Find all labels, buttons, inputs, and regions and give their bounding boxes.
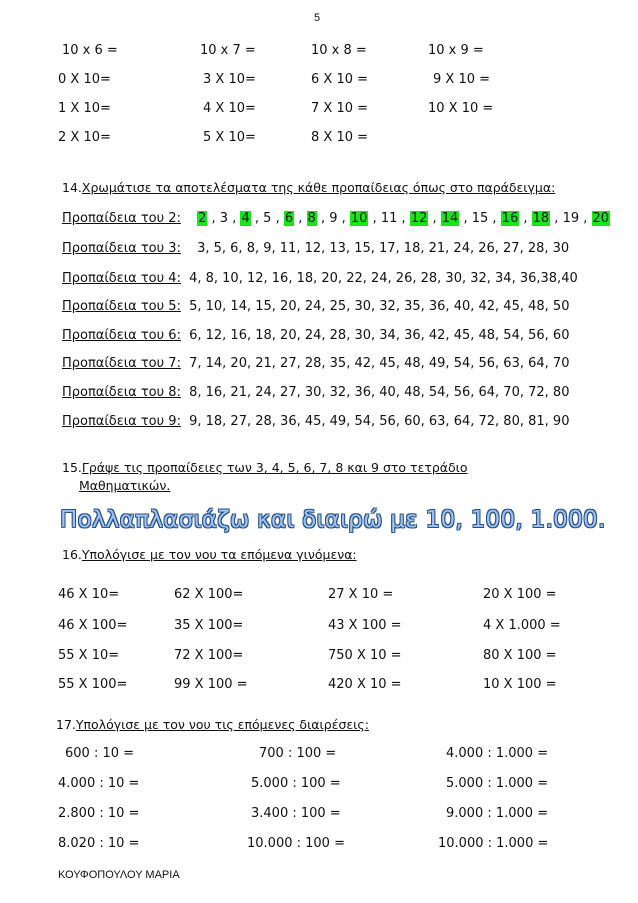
author-footer: ΚΟΥΦΟΠΟΥΛΟΥ ΜΑΡΙΑ — [58, 869, 180, 881]
times-table-number: 5 — [263, 211, 272, 226]
times-table-row-9 — [62, 414, 569, 429]
exercise-cell: 5.000 : 100 = — [251, 776, 341, 791]
exercise-cell: 9 X 10 = — [433, 72, 491, 87]
exercise-cell: 20 X 100 = — [483, 587, 557, 602]
times-table-number: 18 — [532, 211, 550, 226]
times-table-number: 8 — [307, 211, 316, 226]
times-table-row-3 — [62, 241, 569, 256]
times-table-label: Προπαίδεια του 5: — [62, 299, 181, 314]
times-table-label: Προπαίδεια του 4: — [62, 271, 181, 286]
times-table-values: 2 , 3 , 4 , 5 , 6 , 8 , 9 , 10 , 11 , 12 , 14 , 15 , 16 , 18 , 19 , 20 — [198, 211, 610, 226]
exercise-cell: 10 x 6 = — [62, 43, 118, 58]
section-heading: Πολλαπλασιάζω και διαιρώ με 10, 100, 1.000. — [60, 507, 606, 533]
times-table-values: 4, 8, 10, 12, 16, 18, 20, 22, 24, 26, 28, 30, 32, 34, 36,38,40 — [189, 271, 578, 286]
exercise-cell: 80 X 100 = — [483, 648, 557, 663]
times-table-values: 7, 14, 20, 21, 27, 28, 35, 42, 45, 48, 49, 54, 56, 63, 64, 70 — [189, 356, 570, 371]
exercise-cell: 43 X 100 = — [328, 618, 402, 633]
exercise-cell: 6 X 10 = — [311, 72, 369, 87]
times-table-values: 5, 10, 14, 15, 20, 24, 25, 30, 32, 35, 36, 40, 42, 45, 48, 50 — [189, 299, 570, 314]
times-table-number: 11 — [380, 211, 398, 226]
exercise-cell: 700 : 100 = — [259, 746, 337, 761]
exercise-cell: 10.000 : 100 = — [247, 836, 345, 851]
exercise-cell: 62 X 100= — [174, 587, 244, 602]
exercise-cell: 99 X 100 = — [174, 677, 248, 692]
times-table-number: 6 — [284, 211, 294, 226]
exercise-cell: 10 x 8 = — [311, 43, 367, 58]
exercise-title: Υπολόγισε με τον νου τις επόμενες διαιρέσεις: — [75, 717, 369, 732]
exercise-cell: 2.800 : 10 = — [58, 806, 140, 821]
exercise-cell: 46 X 10= — [58, 587, 120, 602]
exercise-cell: 10 x 7 = — [200, 43, 256, 58]
exercise-number: 14. — [62, 180, 82, 195]
exercise-cell: 750 X 10 = — [328, 648, 402, 663]
exercise-cell: 4.000 : 10 = — [58, 776, 140, 791]
page-number: 5 — [314, 12, 321, 24]
exercise-cell: 9.000 : 1.000 = — [446, 806, 549, 821]
times-table-row-4 — [62, 271, 578, 286]
times-table-label: Προπαίδεια του 9: — [62, 414, 181, 429]
times-table-row-2 — [62, 211, 610, 226]
exercise-cell: 600 : 10 = — [65, 746, 135, 761]
exercise-cell: 4 X 1.000 = — [483, 618, 561, 633]
exercise-cell: 0 X 10= — [58, 72, 111, 87]
exercise-number: 15. — [62, 460, 82, 475]
exercise-17-heading — [56, 717, 369, 732]
exercise-cell: 27 X 10 = — [328, 587, 394, 602]
exercise-cell: 10 X 100 = — [483, 677, 557, 692]
exercise-14-heading — [62, 180, 555, 195]
exercise-cell: 10.000 : 1.000 = — [438, 836, 549, 851]
times-table-values: 6, 12, 16, 18, 20, 24, 28, 30, 34, 36, 42, 45, 48, 54, 56, 60 — [189, 328, 570, 343]
times-table-number: 2 — [198, 211, 207, 226]
times-table-number: 20 — [592, 211, 610, 226]
times-table-number: 3 — [219, 211, 229, 226]
times-table-row-8 — [62, 385, 569, 400]
times-table-number: 10 — [350, 211, 368, 226]
exercise-cell: 10 x 9 = — [428, 43, 484, 58]
times-table-number: 12 — [410, 211, 428, 226]
times-table-values: 8, 16, 21, 24, 27, 30, 32, 36, 40, 48, 54, 56, 64, 70, 72, 80 — [189, 385, 570, 400]
exercise-cell: 4.000 : 1.000 = — [446, 746, 549, 761]
exercise-cell: 46 X 100= — [58, 618, 128, 633]
exercise-title: Χρωμάτισε τα αποτελέσματα της κάθε προπαίδειας όπως στο παράδειγμα: — [81, 180, 556, 195]
exercise-cell: 3 X 10= — [203, 72, 256, 87]
exercise-cell: 55 X 10= — [58, 648, 120, 663]
exercise-cell: 55 X 100= — [58, 677, 128, 692]
exercise-cell: 8.020 : 10 = — [58, 836, 140, 851]
exercise-cell: 72 X 100= — [174, 648, 244, 663]
times-table-number: 4 — [241, 211, 250, 226]
times-table-number: 16 — [501, 211, 519, 226]
times-table-values: 3, 5, 6, 8, 9, 11, 12, 13, 15, 17, 18, 21, 24, 26, 27, 28, 30 — [197, 241, 570, 256]
times-table-number: 15 — [471, 211, 489, 226]
times-table-row-5 — [62, 299, 569, 314]
times-table-label: Προπαίδεια του 7: — [62, 356, 181, 371]
exercise-cell: 5 X 10= — [203, 130, 256, 145]
exercise-number: 16. — [62, 547, 82, 562]
times-table-number: 9 — [329, 211, 338, 226]
exercise-title: Υπολόγισε με τον νου τα επόμενα γινόμενα: — [81, 547, 357, 562]
exercise-cell: 2 X 10= — [58, 130, 111, 145]
exercise-cell: 420 X 10 = — [328, 677, 402, 692]
times-table-label: Προπαίδεια του 6: — [62, 328, 181, 343]
times-table-number: 14 — [441, 211, 459, 226]
exercise-16-heading — [62, 547, 357, 562]
times-table-number: 19 — [562, 211, 580, 226]
times-table-row-6 — [62, 328, 569, 343]
times-table-values: 9, 18, 27, 28, 36, 45, 49, 54, 56, 60, 63, 64, 72, 80, 81, 90 — [189, 414, 570, 429]
exercise-number: 17. — [56, 717, 76, 732]
exercise-cell: 1 X 10= — [58, 101, 111, 116]
exercise-cell: 35 X 100= — [174, 618, 244, 633]
times-table-label: Προπαίδεια του 3: — [62, 241, 181, 256]
exercise-title: Γράψε τις προπαίδειες των 3, 4, 5, 6, 7, 8 και 9 στο τετράδιο — [81, 460, 468, 475]
times-table-label: Προπαίδεια του 2: — [62, 211, 181, 226]
exercise-15-line-2: Μαθηματικών. — [79, 478, 171, 493]
exercise-cell: 10 X 10 = — [428, 101, 494, 116]
exercise-cell: 3.400 : 100 = — [251, 806, 341, 821]
exercise-cell: 8 X 10 = — [311, 130, 369, 145]
times-table-row-7 — [62, 356, 569, 371]
exercise-cell: 5.000 : 1.000 = — [446, 776, 549, 791]
exercise-cell: 4 X 10= — [203, 101, 256, 116]
exercise-cell: 7 X 10 = — [311, 101, 369, 116]
exercise-15-line-1 — [62, 460, 468, 475]
times-table-label: Προπαίδεια του 8: — [62, 385, 181, 400]
